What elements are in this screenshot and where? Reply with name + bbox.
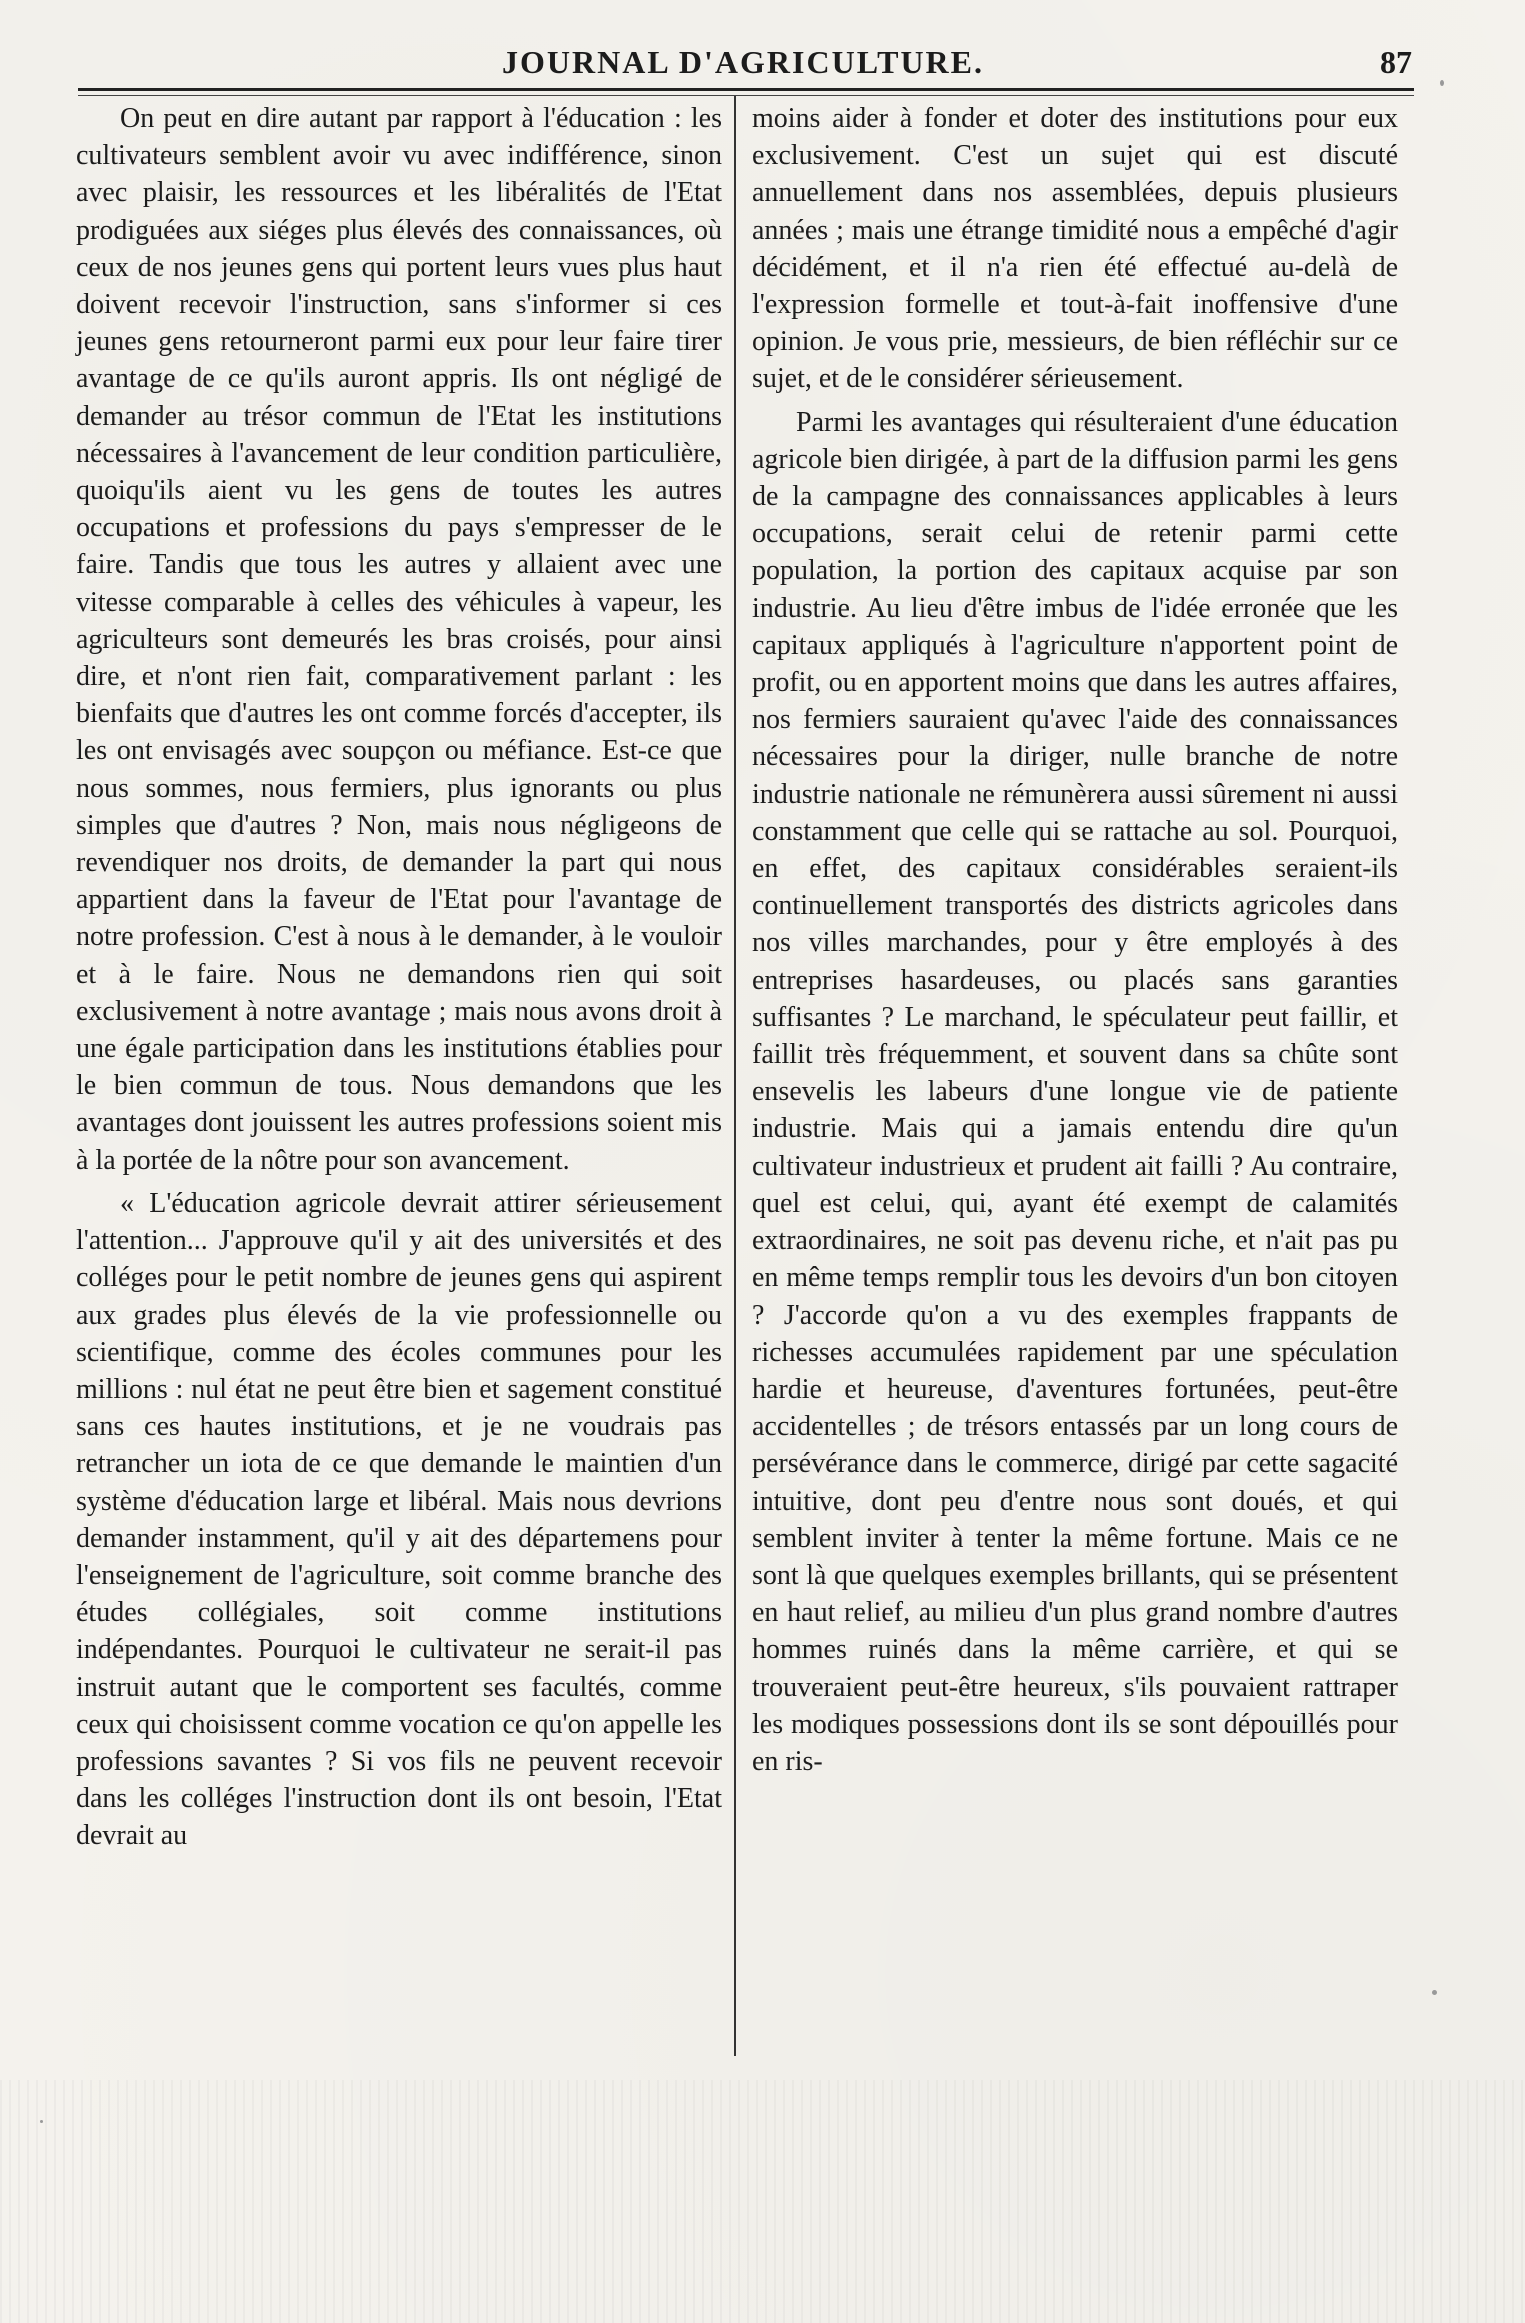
header-rule-thin [78,95,1414,96]
right-paragraph-1: moins aider à fonder et doter des institutions pour eux exclusivement. C'est un sujet qui est discuté annuellement dans nos assemblées, depuis plusieurs années ; mais une étrange timidité nous a empêché d'agir décidément, et il n'a rien été effectué au-delà de l'expression formelle et tout-à-fait inoffensive d'une opinion. Je vous prie, messieurs, de bien réfléchir sur ce sujet, et de le considérer sérieusement. [752,103,1398,395]
ink-speck [40,2120,43,2123]
left-paragraph-1: On peut en dire autant par rapport à l'éducation : les cultivateurs semblent avoir vu avec indifférence, sinon avec plaisir, les ressources et les libéralités de l'Etat prodiguées aux siéges plus élevés des connaissances, où ceux de nos jeunes gens qui portent leurs vues plus haut doivent recevoir l'instruction, sans s'informer si ces jeunes gens retourneront parmi eux pour leur faire tirer avantage de ce qu'ils auront appris. Ils ont négligé de demander au trésor commun de l'Etat les institutions nécessaires à l'avancement de leur condition particulière, quoiqu'ils aient vu les gens de toutes les autres occupations et professions du pays s'empresser de le faire. Tandis que tous les autres y allaient avec une vitesse comparable à celles des véhicules à vapeur, les agriculteurs sont demeurés les bras croisés, pour ainsi dire, et n'ont rien fait, comparativement parlant : les bienfaits que d'autres les ont comme forcés d'accepter, ils les ont envisagés avec soupçon ou méfiance. Est-ce que nous sommes, nous fermiers, plus ignorants ou plus simples que d'autres ? Non, mais nous négligeons de revendiquer nos droits, de demander la part qui nous appartient dans la faveur de l'Etat pour l'avantage de notre profession. C'est à nous à le demander, à le vouloir et à le faire. Nous ne demandons rien qui soit exclusivement à notre avantage ; mais nous avons droit à une égale participation dans les institutions établies pour le bien commun de tous. Nous demandons que les avantages dont jouissent les autres professions soient mis à la portée de la nôtre pour son avancement. [76,103,722,1176]
left-column [76,100,722,1855]
right-column [752,100,1398,1780]
column-divider [734,96,736,2056]
page-number: 87 [1380,44,1412,80]
page-header [78,42,1412,90]
paper-texture [0,2080,1525,2323]
running-title: JOURNAL D'AGRICULTURE. [502,44,984,80]
ink-speck [1440,80,1444,86]
ink-speck [1432,1990,1437,1995]
left-paragraph-2: « L'éducation agricole devrait attirer sérieusement l'attention... J'approuve qu'il y ait des universités et des colléges pour le petit nombre de jeunes gens qui aspirent aux grades plus élevés de la vie professionnelle ou scientifique, comme des écoles communes pour les millions : nul état ne peut être bien et sagement constitué sans ces hautes institutions, et je ne voudrais pas retrancher un iota de ce que demande le maintien d'un système d'éducation large et libéral. Mais nous devrions demander instamment, qu'il y ait des départemens pour l'enseignement de l'agriculture, soit comme branche des études collégiales, soit comme institutions indépendantes. Pourquoi le cultivateur ne serait-il pas instruit autant que le comportent ses facultés, comme ceux qui choisissent comme vocation ce qu'on appelle les professions savantes ? Si vos fils ne peuvent recevoir dans les colléges l'instruction dont ils ont besoin, l'Etat devrait au [76,1187,722,1852]
header-rule-thick [78,88,1414,91]
right-paragraph-2: Parmi les avantages qui résulteraient d'une éducation agricole bien dirigée, à part de la diffusion parmi les gens de la campagne des connaissances applicables à leurs occupations, serait celui de retenir parmi cette population, la portion des capitaux acquise par son industrie. Au lieu d'être imbus de l'idée erronée que les capitaux appliqués à l'agriculture n'apportent point de profit, ou en apportent moins que dans les autres affaires, nos fermiers sauraient qu'avec l'aide des connaissances nécessaires pour la diriger, nulle branche de notre industrie nationale ne rémunèrera aussi sûrement ni aussi constamment que celle qui se rattache au sol. Pourquoi, en effet, des capitaux considérables seraient-ils continuellement transportés des districts agricoles dans nos villes marchandes, pour y être employés à des entreprises hasardeuses, ou placés sans garanties suffisantes ? Le marchand, le spéculateur peut faillir, et faillit très fréquemment, et souvent dans sa chûte sont ensevelis les labeurs d'une longue vie de patiente industrie. Mais qui a jamais entendu dire qu'un cultivateur industrieux et prudent ait failli ? Au contraire, quel est celui, qui, ayant été exempt de calamités extraordinaires, ne soit pas devenu riche, et n'ait pas pu en même temps remplir tous les devoirs d'un bon citoyen ? J'accorde qu'on a vu des exemples frappants de richesses accumulées rapidement par une spéculation hardie et heureuse, d'aventures fortunées, peut-être accidentelles ; de trésors entassés par un long cours de persévérance dans le commerce, dirigé par cette sagacité intuitive, dont peu d'entre nous sont doués, et qui semblent inviter à tenter la même fortune. Mais ce ne sont là que quelques exemples brillants, qui se présentent en haut relief, au milieu d'un plus grand nombre d'autres hommes ruinés dans la même carrière, et qui se trouveraient peut-être heureux, s'ils pouvaient rattraper les modiques possessions dont ils se sont dépouillés pour en ris- [752,406,1398,1777]
